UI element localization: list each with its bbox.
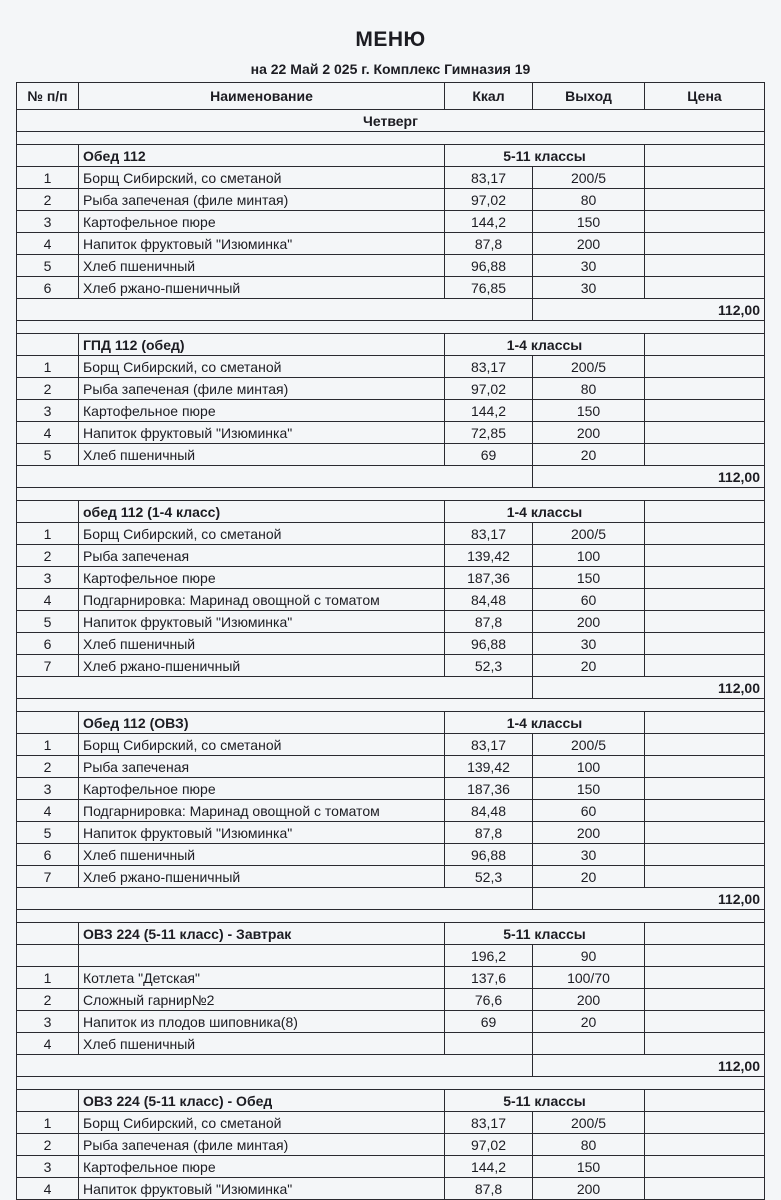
item-name: Подгарнировка: Маринад овощной с томатом [79, 589, 445, 611]
table-row [17, 545, 765, 567]
item-output: 200 [533, 989, 645, 1011]
table-row [17, 778, 765, 800]
item-name: Сложный гарнир№2 [79, 989, 445, 1011]
section-title: ГПД 112 (обед) [79, 334, 445, 356]
section-total: 112,00 [533, 677, 765, 699]
item-number: 5 [17, 255, 79, 277]
item-price [645, 167, 765, 189]
section-total-row [17, 466, 765, 488]
item-kcal [445, 1033, 533, 1055]
item-number: 2 [17, 378, 79, 400]
item-output: 100 [533, 545, 645, 567]
item-output: 200/5 [533, 1112, 645, 1134]
item-output: 20 [533, 444, 645, 466]
item-name: Борщ Сибирский, со сметаной [79, 1112, 445, 1134]
table-row [17, 523, 765, 545]
item-number: 1 [17, 967, 79, 989]
item-price [645, 1033, 765, 1055]
item-number: 3 [17, 1011, 79, 1033]
table-row [17, 356, 765, 378]
item-name: Хлеб пшеничный [79, 1033, 445, 1055]
item-number: 3 [17, 211, 79, 233]
table-row [17, 611, 765, 633]
item-output: 60 [533, 800, 645, 822]
item-kcal: 96,88 [445, 844, 533, 866]
item-name: Картофельное пюре [79, 211, 445, 233]
item-number: 1 [17, 1112, 79, 1134]
table-row [17, 633, 765, 655]
item-output: 200/5 [533, 734, 645, 756]
item-price [645, 945, 765, 967]
total-empty-cell [17, 1055, 533, 1077]
item-kcal: 196,2 [445, 945, 533, 967]
item-price [645, 589, 765, 611]
item-output: 200 [533, 233, 645, 255]
item-output: 150 [533, 211, 645, 233]
item-price [645, 633, 765, 655]
item-kcal: 52,3 [445, 655, 533, 677]
section-header-row [17, 923, 765, 945]
section-classes: 5-11 классы [445, 145, 645, 167]
item-price [645, 866, 765, 888]
item-number: 4 [17, 589, 79, 611]
table-row [17, 800, 765, 822]
item-name: Подгарнировка: Маринад овощной с томатом [79, 800, 445, 822]
item-price [645, 422, 765, 444]
section-header-num [17, 712, 79, 734]
item-kcal: 84,48 [445, 589, 533, 611]
table-row [17, 422, 765, 444]
menu-table [16, 82, 765, 1200]
total-empty-cell [17, 677, 533, 699]
item-kcal: 83,17 [445, 523, 533, 545]
table-row [17, 866, 765, 888]
item-kcal: 97,02 [445, 189, 533, 211]
item-output: 30 [533, 277, 645, 299]
table-row [17, 400, 765, 422]
table-row [17, 255, 765, 277]
section-classes: 1-4 классы [445, 501, 645, 523]
table-row [17, 444, 765, 466]
item-number: 7 [17, 655, 79, 677]
item-kcal: 137,6 [445, 967, 533, 989]
section-spacer [17, 699, 765, 712]
item-price [645, 1112, 765, 1134]
item-price [645, 277, 765, 299]
item-price [645, 1156, 765, 1178]
item-number: 1 [17, 523, 79, 545]
spacer-cell [17, 132, 765, 145]
table-row [17, 378, 765, 400]
section-header-num [17, 501, 79, 523]
item-output: 150 [533, 1156, 645, 1178]
item-output: 150 [533, 400, 645, 422]
item-name: Борщ Сибирский, со сметаной [79, 356, 445, 378]
table-row [17, 1011, 765, 1033]
item-price [645, 989, 765, 1011]
item-kcal: 139,42 [445, 756, 533, 778]
table-row [17, 233, 765, 255]
section-classes: 5-11 классы [445, 1090, 645, 1112]
col-header-output: Выход [533, 83, 645, 110]
col-header-num: № п/п [17, 83, 79, 110]
item-output: 200/5 [533, 523, 645, 545]
item-number: 6 [17, 277, 79, 299]
item-kcal: 97,02 [445, 378, 533, 400]
item-number: 7 [17, 866, 79, 888]
item-number [17, 945, 79, 967]
item-name: Борщ Сибирский, со сметаной [79, 167, 445, 189]
item-price [645, 1011, 765, 1033]
col-header-name: Наименование [79, 83, 445, 110]
item-number: 3 [17, 400, 79, 422]
item-kcal: 144,2 [445, 1156, 533, 1178]
section-header-row [17, 501, 765, 523]
spacer-cell [17, 910, 765, 923]
section-total-row [17, 677, 765, 699]
section-header-num [17, 1090, 79, 1112]
item-kcal: 97,02 [445, 1134, 533, 1156]
section-spacer [17, 1077, 765, 1090]
section-total: 112,00 [533, 299, 765, 321]
item-number: 5 [17, 822, 79, 844]
item-kcal: 84,48 [445, 800, 533, 822]
section-header-num [17, 145, 79, 167]
item-price [645, 545, 765, 567]
item-output: 60 [533, 589, 645, 611]
item-price [645, 255, 765, 277]
item-kcal: 87,8 [445, 233, 533, 255]
col-header-price: Цена [645, 83, 765, 110]
item-output: 200/5 [533, 167, 645, 189]
table-row [17, 967, 765, 989]
section-classes: 1-4 классы [445, 712, 645, 734]
total-empty-cell [17, 299, 533, 321]
section-header-row [17, 712, 765, 734]
section-header-num [17, 334, 79, 356]
section-title: Обед 112 [79, 145, 445, 167]
item-name: Рыба запеченая (филе минтая) [79, 189, 445, 211]
item-name: Картофельное пюре [79, 778, 445, 800]
item-output: 150 [533, 778, 645, 800]
item-price [645, 189, 765, 211]
item-number: 2 [17, 1134, 79, 1156]
spacer-cell [17, 699, 765, 712]
item-price [645, 211, 765, 233]
item-name: Напиток фруктовый "Изюминка" [79, 233, 445, 255]
item-number: 5 [17, 444, 79, 466]
section-title: обед 112 (1-4 класс) [79, 501, 445, 523]
item-price [645, 756, 765, 778]
item-name: Напиток фруктовый "Изюминка" [79, 822, 445, 844]
item-price [645, 1178, 765, 1200]
item-number: 4 [17, 422, 79, 444]
item-price [645, 822, 765, 844]
item-kcal: 187,36 [445, 778, 533, 800]
section-header-price [645, 501, 765, 523]
item-kcal: 76,85 [445, 277, 533, 299]
section-classes: 5-11 классы [445, 923, 645, 945]
item-output: 100/70 [533, 967, 645, 989]
table-row [17, 945, 765, 967]
item-number: 6 [17, 844, 79, 866]
section-title: Обед 112 (ОВЗ) [79, 712, 445, 734]
item-output: 20 [533, 1011, 645, 1033]
item-output: 80 [533, 378, 645, 400]
item-output: 150 [533, 567, 645, 589]
item-number: 5 [17, 611, 79, 633]
section-total: 112,00 [533, 1055, 765, 1077]
table-row [17, 734, 765, 756]
item-name: Напиток фруктовый "Изюминка" [79, 1178, 445, 1200]
item-output: 200 [533, 1178, 645, 1200]
section-header-row [17, 1090, 765, 1112]
table-row [17, 1112, 765, 1134]
item-kcal: 52,3 [445, 866, 533, 888]
section-spacer [17, 488, 765, 501]
table-row [17, 211, 765, 233]
item-kcal: 76,6 [445, 989, 533, 1011]
menu-table-body [17, 110, 765, 1200]
section-header-price [645, 923, 765, 945]
table-row [17, 1033, 765, 1055]
section-header-row [17, 334, 765, 356]
item-price [645, 844, 765, 866]
total-empty-cell [17, 888, 533, 910]
table-row [17, 1178, 765, 1200]
item-output: 20 [533, 655, 645, 677]
section-spacer [17, 910, 765, 923]
item-kcal: 83,17 [445, 1112, 533, 1134]
item-number: 4 [17, 1178, 79, 1200]
item-output: 20 [533, 866, 645, 888]
item-kcal: 83,17 [445, 734, 533, 756]
table-row [17, 655, 765, 677]
table-row [17, 844, 765, 866]
item-output: 200 [533, 422, 645, 444]
item-kcal: 83,17 [445, 356, 533, 378]
day-label: Четверг [17, 110, 765, 132]
section-total-row [17, 1055, 765, 1077]
item-kcal: 96,88 [445, 255, 533, 277]
item-kcal: 187,36 [445, 567, 533, 589]
col-header-kcal: Ккал [445, 83, 533, 110]
item-name: Картофельное пюре [79, 567, 445, 589]
item-price [645, 734, 765, 756]
item-price [645, 233, 765, 255]
item-name: Хлеб пшеничный [79, 633, 445, 655]
item-output: 200 [533, 611, 645, 633]
total-empty-cell [17, 466, 533, 488]
item-price [645, 800, 765, 822]
item-name: Хлеб пшеничный [79, 444, 445, 466]
item-kcal: 87,8 [445, 611, 533, 633]
section-header-row [17, 145, 765, 167]
spacer-cell [17, 488, 765, 501]
item-output: 90 [533, 945, 645, 967]
item-number: 4 [17, 800, 79, 822]
item-name: Хлеб ржано-пшеничный [79, 655, 445, 677]
item-name: Напиток фруктовый "Изюминка" [79, 422, 445, 444]
table-row [17, 567, 765, 589]
item-name: Рыба запеченая (филе минтая) [79, 1134, 445, 1156]
table-header-row [17, 83, 765, 110]
item-output: 30 [533, 844, 645, 866]
item-number: 4 [17, 1033, 79, 1055]
item-kcal: 69 [445, 1011, 533, 1033]
item-kcal: 144,2 [445, 400, 533, 422]
section-total: 112,00 [533, 888, 765, 910]
item-price [645, 567, 765, 589]
item-price [645, 400, 765, 422]
page-subtitle: на 22 Май 2 025 г. Комплекс Гимназия 19 [250, 61, 531, 77]
item-number: 1 [17, 167, 79, 189]
item-number: 3 [17, 778, 79, 800]
item-name: Хлеб ржано-пшеничный [79, 277, 445, 299]
table-row [17, 989, 765, 1011]
spacer-cell [17, 321, 765, 334]
table-row [17, 756, 765, 778]
item-name [79, 945, 445, 967]
item-number: 3 [17, 567, 79, 589]
item-kcal: 139,42 [445, 545, 533, 567]
item-number: 1 [17, 356, 79, 378]
item-kcal: 96,88 [445, 633, 533, 655]
page-title: МЕНЮ [355, 28, 426, 51]
item-kcal: 72,85 [445, 422, 533, 444]
item-name: Хлеб пшеничный [79, 255, 445, 277]
item-output: 30 [533, 633, 645, 655]
item-price [645, 444, 765, 466]
item-kcal: 69 [445, 444, 533, 466]
section-header-price [645, 712, 765, 734]
item-number: 2 [17, 545, 79, 567]
item-name: Картофельное пюре [79, 1156, 445, 1178]
item-output: 80 [533, 189, 645, 211]
section-classes: 1-4 классы [445, 334, 645, 356]
item-kcal: 87,8 [445, 1178, 533, 1200]
item-name: Хлеб пшеничный [79, 844, 445, 866]
item-price [645, 523, 765, 545]
item-price [645, 378, 765, 400]
item-name: Картофельное пюре [79, 400, 445, 422]
item-name: Борщ Сибирский, со сметаной [79, 734, 445, 756]
item-name: Напиток из плодов шиповника(8) [79, 1011, 445, 1033]
item-number: 6 [17, 633, 79, 655]
item-name: Хлеб ржано-пшеничный [79, 866, 445, 888]
section-total: 112,00 [533, 466, 765, 488]
item-name: Рыба запеченая [79, 545, 445, 567]
item-price [645, 967, 765, 989]
section-header-price [645, 145, 765, 167]
table-row [17, 589, 765, 611]
spacer-cell [17, 1077, 765, 1090]
item-price [645, 655, 765, 677]
item-name: Напиток фруктовый "Изюминка" [79, 611, 445, 633]
item-number: 3 [17, 1156, 79, 1178]
item-name: Рыба запеченая (филе минтая) [79, 378, 445, 400]
item-price [645, 778, 765, 800]
section-title: ОВЗ 224 (5-11 класс) - Обед [79, 1090, 445, 1112]
item-number: 2 [17, 989, 79, 1011]
item-output: 200/5 [533, 356, 645, 378]
section-title: ОВЗ 224 (5-11 класс) - Завтрак [79, 923, 445, 945]
item-price [645, 611, 765, 633]
item-output [533, 1033, 645, 1055]
section-header-price [645, 334, 765, 356]
section-total-row [17, 888, 765, 910]
item-number: 2 [17, 189, 79, 211]
section-spacer [17, 132, 765, 145]
table-row [17, 189, 765, 211]
item-name: Борщ Сибирский, со сметаной [79, 523, 445, 545]
section-header-price [645, 1090, 765, 1112]
table-row [17, 822, 765, 844]
table-row [17, 1156, 765, 1178]
item-kcal: 87,8 [445, 822, 533, 844]
item-price [645, 356, 765, 378]
table-row [17, 277, 765, 299]
item-output: 200 [533, 822, 645, 844]
item-number: 1 [17, 734, 79, 756]
item-number: 2 [17, 756, 79, 778]
item-kcal: 144,2 [445, 211, 533, 233]
item-name: Котлета "Детская" [79, 967, 445, 989]
item-output: 100 [533, 756, 645, 778]
section-total-row [17, 299, 765, 321]
item-output: 30 [533, 255, 645, 277]
table-row [17, 167, 765, 189]
section-header-num [17, 923, 79, 945]
section-spacer [17, 321, 765, 334]
item-number: 4 [17, 233, 79, 255]
item-kcal: 83,17 [445, 167, 533, 189]
item-output: 80 [533, 1134, 645, 1156]
item-name: Рыба запеченая [79, 756, 445, 778]
